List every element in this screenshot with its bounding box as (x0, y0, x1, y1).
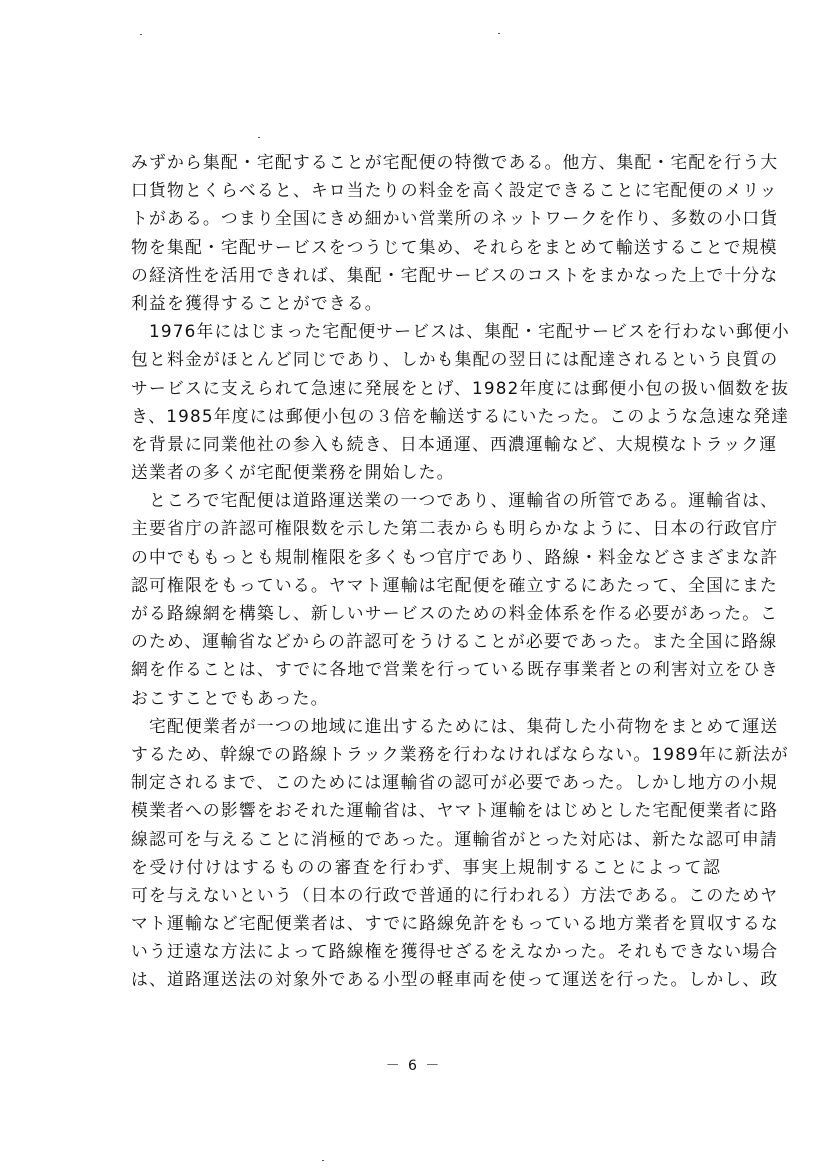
text-line: のため、運輸省などからの許認可をうけることが必要であった。また全国に路線 (131, 631, 778, 652)
text-line: するため、幹線での路線トラック業務を行わなければならない。1989年に新法が (131, 743, 789, 764)
text-line: 包と料金がほとんど同じであり、しかも集配の翌日には配達されるという良質の (131, 349, 779, 370)
text-line: の中でももっとも規制権限を多くもつ官庁であり、路線・料金などさまざまな許 (131, 546, 779, 567)
scan-speck (258, 137, 260, 138)
text-line: は、道路運送法の対象外である小型の軽車両を使って運送を行った。しかし、政 (131, 969, 779, 990)
text-line: マト運輸など宅配便業者は、すでに路線免許をもっている地方業者を買収するな (131, 913, 779, 934)
text-line: を背景に同業他社の参入も続き、日本通運、西濃運輸など、大規模なトラック運 (131, 433, 778, 454)
text-line: サービスに支えられて急速に発展をとげ、1982年度には郵便小包の扱い個数を抜 (131, 377, 790, 398)
text-line: 1976年にはじまった宅配便サービスは、集配・宅配サービスを行わない郵便小 (131, 321, 790, 342)
text-line: 制定されるまで、このためには運輸省の認可が必要であった。しかし地方の小規 (131, 772, 778, 793)
text-line: がる路線網を構築し、新しいサービスのための料金体系を作る必要があった。こ (131, 603, 779, 623)
text-line: おこすことでもあった。 (131, 687, 329, 708)
text-line: 網を作ることは、すでに各地で営業を行っている既存事業者との利害対立をひき (131, 659, 779, 680)
text-line: ところで宅配便は道路運送業の一つであり、運輸省の所管である。運輸省は、 (131, 490, 779, 511)
text-line: の経済性を活用できれば、集配・宅配サービスのコストをまかなった上で十分な (131, 264, 779, 285)
text-line: いう迂遠な方法によって路線権を獲得せざるをえなかった。それもできない場合 (131, 941, 779, 962)
text-line: トがある。つまり全国にきめ細かい営業所のネットワークを作り、多数の小口貨 (131, 208, 779, 229)
page-number: － 6 － (385, 1058, 442, 1074)
text-line: を受け付けはするものの審査を行わず、事実上規制することによって認 (131, 856, 721, 877)
text-line: 物を集配・宅配サービスをつうじて集め、それらをまとめて輸送することで規模 (131, 236, 778, 257)
text-line: 可を与えないという（日本の行政で普通的に行われる）方法である。このためヤ (131, 884, 779, 905)
text-line: 主要省庁の許認可権限数を示した第二表からも明らかなように、日本の行政官庁 (131, 518, 779, 539)
text-line: 宅配便業者が一つの地域に進出するためには、集荷した小荷物をまとめて運送 (131, 715, 779, 736)
text-line: 認可権限をもっている。ヤマト運輸は宅配便を確立するにあたって、全国にまた (131, 574, 778, 595)
text-line: 送業者の多くが宅配便業務を開始した。 (131, 462, 455, 483)
scan-speck (322, 1160, 324, 1161)
scan-speck (140, 34, 142, 35)
text-line: みずから集配・宅配することが宅配便の特徴である。他方、集配・宅配を行う大 (131, 152, 779, 172)
text-line: 模業者への影響をおそれた運輸省は、ヤマト運輸をはじめとした宅配便業者に路 (131, 800, 779, 821)
text-line: 口貨物とくらべると、キロ当たりの料金を高く設定できることに宅配便のメリッ (131, 180, 778, 201)
text-line: 利益を獲得することができる。 (131, 292, 383, 313)
text-line: き、1985年度には郵便小包の３倍を輸送するにいたった。このような急速な発達 (131, 405, 790, 426)
text-line: 線認可を与えることに消極的であった。運輸省がとった対応は、新たな認可申請 (131, 828, 778, 849)
scan-speck (498, 33, 500, 34)
body-text (131, 148, 790, 994)
